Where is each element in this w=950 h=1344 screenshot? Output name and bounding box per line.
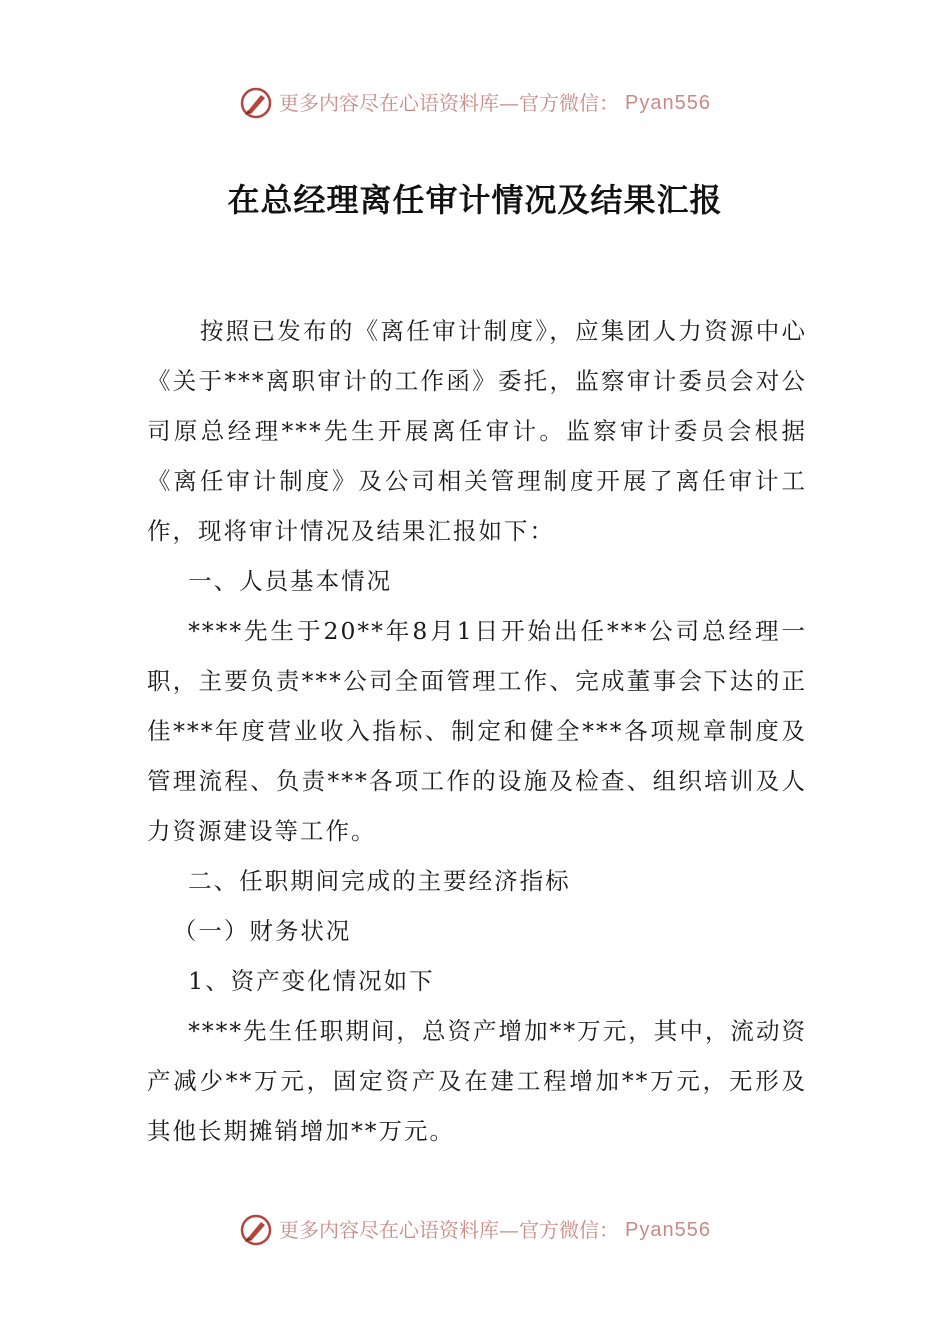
item1-paragraph: ****先生任职期间，总资产增加**万元，其中，流动资产减少**万元，固定资产及在建工程增加**万元，无形及其他长期摊销增加**万元。	[147, 1017, 807, 1145]
watermark-header	[0, 85, 950, 121]
watermark-text: 更多内容尽在心语资料库—官方微信：	[279, 91, 620, 115]
watermark-footer	[0, 1212, 950, 1248]
watermark-wechat-id: Pyan556	[625, 1219, 711, 1241]
document-title: 在总经理离任审计情况及结果汇报	[227, 181, 723, 219]
watermark-wechat-id: Pyan556	[625, 92, 711, 114]
document-body	[147, 306, 807, 1156]
pen-logo-icon	[239, 86, 273, 120]
section1-heading: 一、人员基本情况	[188, 567, 393, 595]
intro-paragraph: 按照已发布的《离任审计制度》，应集团人力资源中心《关于***离职审计的工作函》委托，监察审计委员会对公司原总经理***先生开展离任审计。监察审计委员会根据《离任审计制度》及公司相关管理制度开展了离任审计工作，现将审计情况及结果汇报如下：	[147, 317, 807, 545]
section2-heading: 二、任职期间完成的主要经济指标	[188, 867, 571, 895]
pen-logo-icon	[239, 1213, 273, 1247]
watermark-text: 更多内容尽在心语资料库—官方微信：	[279, 1218, 620, 1242]
subsection1-heading: （一）财务状况	[172, 917, 352, 945]
section1-paragraph: ****先生于20**年8月1日开始出任***公司总经理一职，主要负责***公司全面管理工作、完成董事会下达的正佳***年度营业收入指标、制定和健全***各项规章制度及管理流程、负责***各项工作的设施及检查、组织培训及人力资源建设等工作。	[147, 617, 807, 845]
item1-heading: 1、资产变化情况如下	[188, 967, 435, 995]
